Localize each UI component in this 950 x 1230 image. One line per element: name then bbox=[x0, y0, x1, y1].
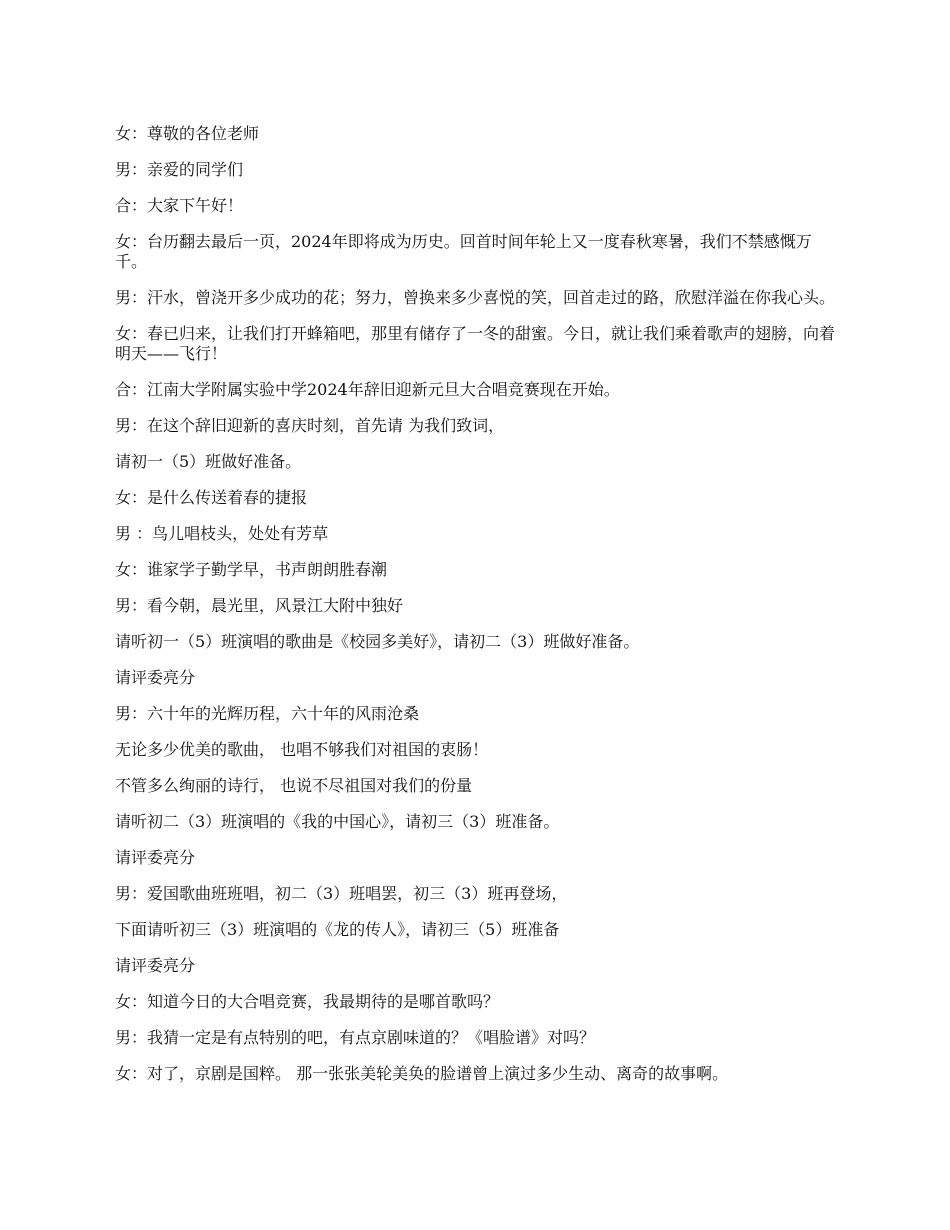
text-line: 女：谁家学子勤学早，书声朗朗胜春潮 bbox=[115, 560, 388, 579]
text-line: 女：对了，京剧是国粹。 那一张张美轮美奂的脸谱曾上演过多少生动、离奇的故事啊。 bbox=[115, 1064, 729, 1083]
text-line: 男：在这个辞旧迎新的喜庆时刻，首先请 为我们致词， bbox=[115, 416, 505, 435]
text-line: 请评委亮分 bbox=[115, 668, 196, 687]
text-line: 女：台历翻去最后一页，2024年即将成为历史。回首时间年轮上又一度春秋寒暑，我们不禁感慨万千。 bbox=[115, 232, 812, 271]
text-line: 无论多少优美的歌曲， 也唱不够我们对祖国的衷肠！ bbox=[115, 740, 489, 759]
text-line: 女：尊敬的各位老师 bbox=[115, 124, 260, 143]
text-line: 合：江南大学附属实验中学2024年辞旧迎新元旦大合唱竞赛现在开始。 bbox=[115, 380, 620, 399]
text-line: 男 ：鸟儿唱枝头，处处有芳草 bbox=[115, 524, 329, 543]
text-line: 请听初二（3）班演唱的《我的中国心》，请初三（3）班准备。 bbox=[115, 812, 560, 831]
text-line: 请评委亮分 bbox=[115, 956, 196, 975]
text-line: 男：我猜一定是有点特别的吧，有点京剧味道的？《唱脸谱》对吗？ bbox=[115, 1028, 596, 1047]
text-line: 请评委亮分 bbox=[115, 848, 196, 867]
text-line: 男：爱国歌曲班班唱，初二（3）班唱罢，初三（3）班再登场， bbox=[115, 884, 568, 903]
text-line: 请初一（5）班做好准备。 bbox=[115, 452, 302, 471]
text-line: 男：亲爱的同学们 bbox=[115, 160, 244, 179]
text-line: 女：知道今日的大合唱竞赛，我最期待的是哪首歌吗？ bbox=[115, 992, 500, 1011]
text-line: 女：是什么传送着春的捷报 bbox=[115, 488, 308, 507]
text-line: 男：看今朝，晨光里，风景江大附中独好 bbox=[115, 596, 404, 615]
document-body bbox=[115, 124, 840, 1100]
text-line: 男：汗水，曾浇开多少成功的花；努力，曾换来多少喜悦的笑，回首走过的路，欣慰洋溢在你我心头。 bbox=[115, 288, 836, 307]
text-line: 不管多么绚丽的诗行， 也说不尽祖国对我们的份量 bbox=[115, 776, 473, 795]
text-line: 请听初一（5）班演唱的歌曲是《校园多美好》，请初二（3）班做好准备。 bbox=[115, 632, 640, 651]
text-line: 女：春已归来，让我们打开蜂箱吧，那里有储存了一冬的甜蜜。今日，就让我们乘着歌声的翅膀，向着明天——飞行！ bbox=[115, 324, 836, 363]
text-line: 下面请听初三（3）班演唱的《龙的传人》，请初三（5）班准备 bbox=[115, 920, 560, 939]
text-line: 男：六十年的光辉历程，六十年的风雨沧桑 bbox=[115, 704, 420, 723]
text-line: 合：大家下午好！ bbox=[115, 196, 244, 215]
